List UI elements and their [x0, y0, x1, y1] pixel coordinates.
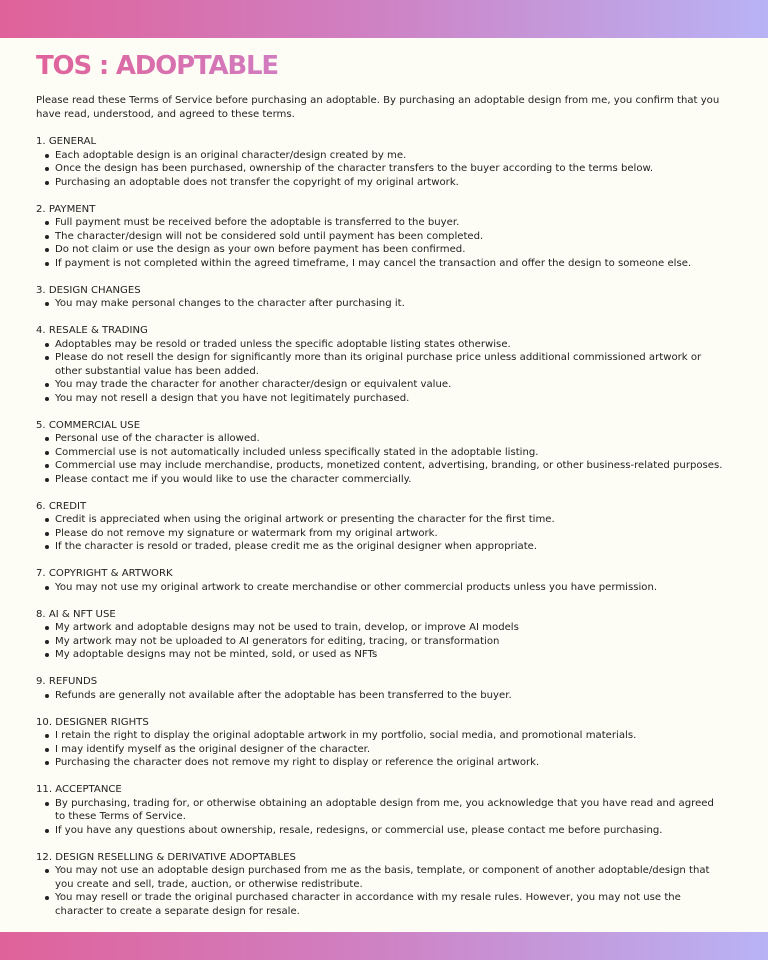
section-heading: 8. AI & NFT USE [36, 608, 116, 620]
bullet-item: You may not use my original artwork to create merchandise or other commercial products unless you have permission. [36, 581, 726, 595]
section-bullet-list [36, 581, 726, 595]
intro-paragraph: Please read these Terms of Service before purchasing an adoptable. By purchasing an adoptable design from me, you confirm that you have read, understood, and agreed to these terms. [36, 95, 720, 120]
bullet-item: Once the design has been purchased, ownership of the character transfers to the buyer according to the terms below. [36, 162, 726, 176]
section-bullet-list [36, 297, 726, 311]
section-heading: 4. RESALE & TRADING [36, 325, 148, 336]
section-bullet-list [36, 432, 726, 486]
bottom-gradient-bar [0, 932, 768, 960]
bullet-item: Adoptables may be resold or traded unless the specific adoptable listing states otherwise. [36, 338, 726, 352]
tos-section [36, 419, 726, 487]
section-heading: 7. COPYRIGHT & ARTWORK [36, 568, 173, 579]
bullet-item: Personal use of the character is allowed. [36, 432, 726, 446]
bullet-item: I may identify myself as the original designer of the character. [36, 743, 726, 757]
bullet-item: Please do not resell the design for significantly more than its original purchase price unless additional commissioned artwork or other substantial value has been added. [36, 351, 726, 378]
top-gradient-bar [0, 0, 768, 38]
page-title: TOS : ADOPTABLE [36, 48, 726, 84]
sections-container [36, 135, 726, 918]
bullet-item: I retain the right to display the original adoptable artwork in my portfolio, social media, and promotional materials. [36, 729, 726, 743]
bullet-item: My adoptable designs may not be minted, sold, or used as NFTs [36, 648, 726, 662]
tos-section [36, 675, 726, 702]
section-bullet-list [36, 621, 726, 662]
tos-section [36, 324, 726, 405]
bullet-item: Purchasing an adoptable does not transfer the copyright of my original artwork. [36, 176, 726, 190]
tos-section [36, 851, 726, 919]
tos-section [36, 567, 726, 594]
bullet-item: You may not use an adoptable design purchased from me as the basis, template, or component of another adoptable/design that you create and sell, trade, auction, or otherwise redistribute. [36, 864, 726, 891]
section-bullet-list [36, 513, 726, 554]
section-bullet-list [36, 338, 726, 406]
section-heading: 2. PAYMENT [36, 203, 96, 215]
bullet-item: Commercial use may include merchandise, products, monetized content, advertising, branding, or other business-related purposes. [36, 459, 726, 473]
bullet-item: If the character is resold or traded, please credit me as the original designer when appropriate. [36, 540, 726, 554]
tos-section [36, 203, 726, 271]
tos-section [36, 783, 726, 837]
bullet-item: Credit is appreciated when using the original artwork or presenting the character for the first time. [36, 513, 726, 527]
bullet-item: You may resell or trade the original purchased character in accordance with my resale rules. However, you may not use the character to create a separate design for resale. [36, 891, 726, 918]
bullet-item: Full payment must be received before the adoptable is transferred to the buyer. [36, 216, 726, 230]
section-heading: 12. DESIGN RESELLING & DERIVATIVE ADOPTABLES [36, 851, 296, 863]
section-bullet-list [36, 797, 726, 838]
bullet-item: My artwork and adoptable designs may not be used to train, develop, or improve AI models [36, 621, 726, 635]
bullet-item: Please contact me if you would like to use the character commercially. [36, 473, 726, 487]
bullet-item: You may not resell a design that you have not legitimately purchased. [36, 392, 726, 406]
tos-section [36, 500, 726, 554]
section-heading: 5. COMMERCIAL USE [36, 419, 141, 431]
bullet-item: If payment is not completed within the agreed timeframe, I may cancel the transaction and offer the design to someone else. [36, 257, 726, 271]
section-heading: 6. CREDIT [36, 500, 87, 512]
section-heading: 11. ACCEPTANCE [36, 784, 122, 795]
section-bullet-list [36, 864, 726, 918]
tos-section [36, 608, 726, 662]
section-heading: 1. GENERAL [36, 136, 97, 147]
tos-section [36, 716, 726, 770]
bullet-item: Each adoptable design is an original character/design created by me. [36, 149, 726, 163]
bullet-item: If you have any questions about ownership, resale, redesigns, or commercial use, please contact me before purchasing. [36, 824, 726, 838]
bullet-item: You may trade the character for another character/design or equivalent value. [36, 378, 726, 392]
bullet-item: Purchasing the character does not remove my right to display or reference the original artwork. [36, 756, 726, 770]
bullet-item: You may make personal changes to the character after purchasing it. [36, 297, 726, 311]
bullet-item: By purchasing, trading for, or otherwise obtaining an adoptable design from me, you acknowledge that you have read and agreed to these Terms of Service. [36, 797, 726, 824]
section-heading: 9. REFUNDS [36, 676, 98, 687]
tos-section [36, 284, 726, 311]
section-heading: 10. DESIGNER RIGHTS [36, 716, 149, 728]
bullet-item: The character/design will not be considered sold until payment has been completed. [36, 230, 726, 244]
section-heading: 3. DESIGN CHANGES [36, 284, 141, 296]
section-bullet-list [36, 689, 726, 703]
bullet-item: My artwork may not be uploaded to AI generators for editing, tracing, or transformation [36, 635, 726, 649]
bullet-item: Commercial use is not automatically included unless specifically stated in the adoptable listing. [36, 446, 726, 460]
section-bullet-list [36, 149, 726, 190]
tos-section [36, 135, 726, 189]
tos-document [36, 48, 726, 932]
section-bullet-list [36, 729, 726, 770]
section-bullet-list [36, 216, 726, 270]
bullet-item: Please do not remove my signature or watermark from my original artwork. [36, 527, 726, 541]
bullet-item: Refunds are generally not available after the adoptable has been transferred to the buyer. [36, 689, 726, 703]
bullet-item: Do not claim or use the design as your own before payment has been confirmed. [36, 243, 726, 257]
